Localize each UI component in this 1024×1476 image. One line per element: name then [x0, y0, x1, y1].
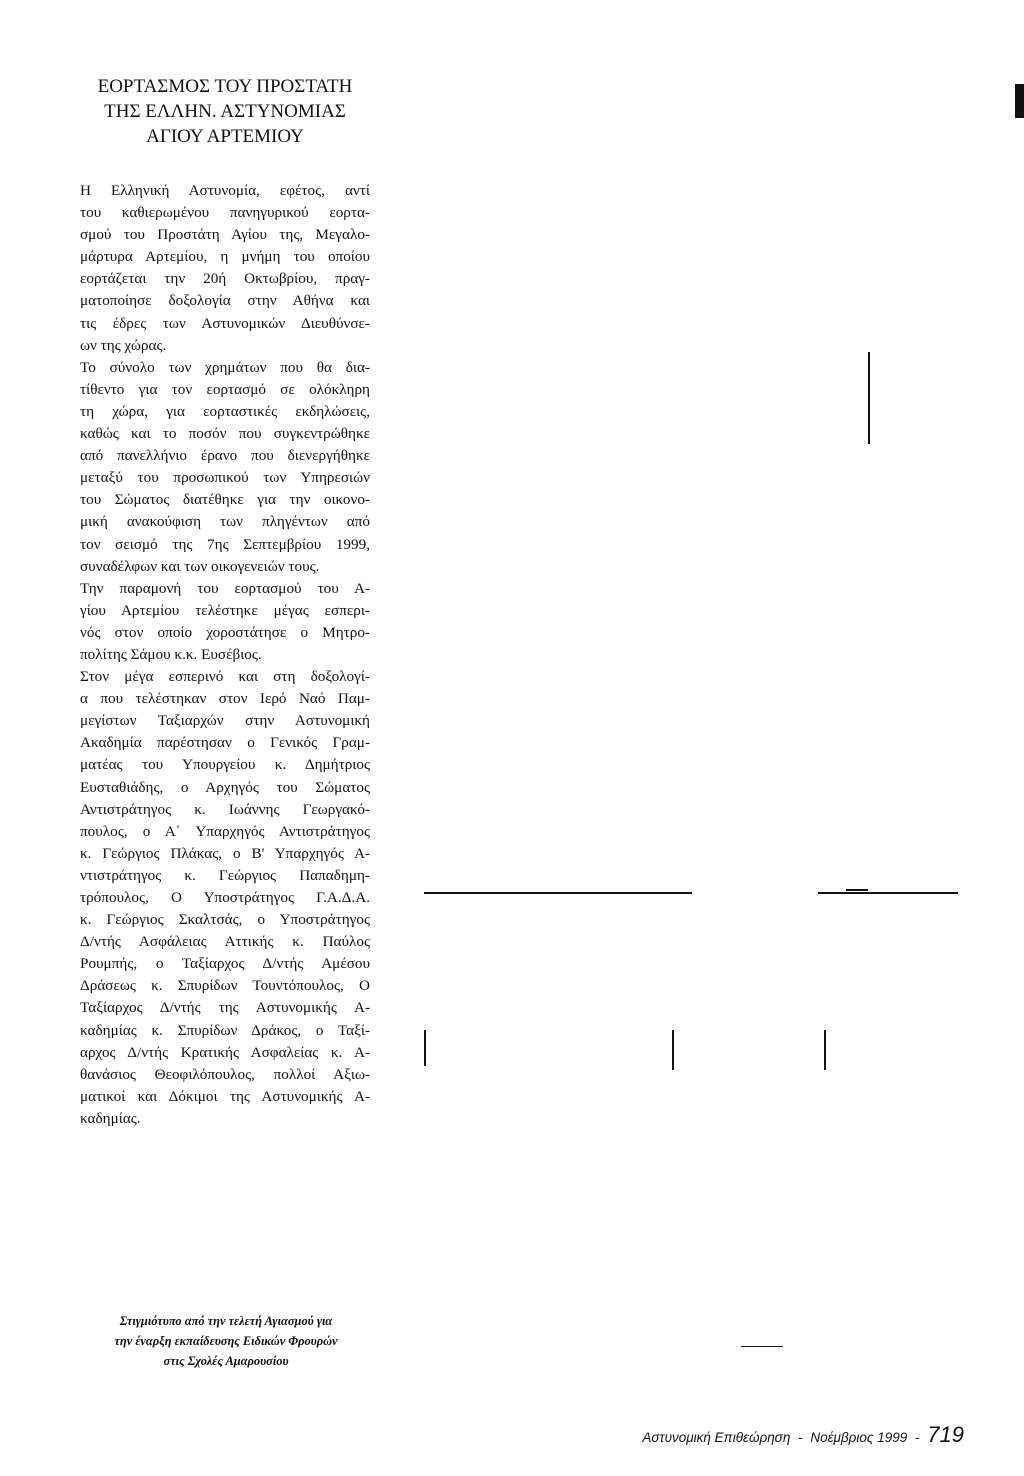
- body-line: θανάσιος Θεοφιλόπουλος, πολλοί Αξιω-: [80, 1065, 370, 1083]
- article-body: [80, 180, 370, 1130]
- body-line: ματέας του Υπουργείου κ. Δημήτριος: [80, 756, 370, 774]
- body-line: ματικοί και Δόκιμοι της Αστυνομικής Α-: [80, 1087, 370, 1105]
- body-line: εορτάζεται την 20ή Οκτωβρίου, πραγ-: [80, 270, 370, 288]
- body-line: τίθεντο για τον εορτασμό σε ολόκληρη: [80, 380, 370, 398]
- scan-mark: [672, 1030, 674, 1070]
- page-footer: [642, 1422, 964, 1448]
- scan-mark: [1015, 84, 1024, 118]
- title-line: ΤΗΣ ΕΛΛΗΝ. ΑΣΤΥΝΟΜΙΑΣ: [104, 101, 346, 122]
- body-line: του καθιερωμένου πανηγυρικού εορτα-: [80, 204, 370, 222]
- body-line: μεταξύ του προσωπικού των Υπηρεσιών: [80, 469, 370, 487]
- body-line: Ακαδημία παρέστησαν ο Γενικός Γραμ-: [80, 734, 370, 752]
- scan-mark: [846, 889, 868, 891]
- title-line: ΑΓΙΟΥ ΑΡΤΕΜΙΟΥ: [146, 126, 304, 147]
- body-line: γίου Αρτεμίου τελέστηκε μέγας εσπερι-: [80, 601, 370, 619]
- body-line: πολίτης Σάμου κ.κ. Ευσέβιος.: [80, 645, 262, 663]
- body-line: νός στον οποίο χοροστάτησε ο Μητρο-: [80, 623, 370, 641]
- body-line: Την παραμονή του εορτασμού του Α-: [80, 579, 370, 597]
- body-line: σμού του Προστάτη Αγίου της, Μεγαλο-: [80, 226, 370, 244]
- body-line: από πανελλήνιο έρανο που διενεργήθηκε: [80, 447, 370, 465]
- body-line: ων της χώρας.: [80, 336, 167, 354]
- body-line: τις έδρες των Αστυνομικών Διευθύνσε-: [80, 314, 370, 332]
- caption-line: Στιγμιότυπο από την τελετή Αγιασμού για: [119, 1314, 333, 1328]
- body-line: καδημίας.: [80, 1109, 141, 1127]
- body-line: Ευσταθιάδης, ο Αρχηγός του Σώματος: [80, 778, 370, 796]
- body-line: κ. Γεώργιος Πλάκας, ο Β' Υπαρχηγός Α-: [80, 844, 370, 862]
- body-line: τρόπουλος, Ο Υποστράτηγος Γ.Α.Δ.Α.: [80, 889, 370, 906]
- body-line: τη χώρα, για εορταστικές εκδηλώσεις,: [80, 402, 370, 420]
- body-line: Στον μέγα εσπερινό και στη δοξολογί-: [80, 668, 370, 686]
- page-number: 719: [927, 1422, 964, 1447]
- body-line: Δ/ντής Ασφάλειας Αττικής κ. Παύλος: [80, 933, 370, 951]
- issue-date: Νοέμβριος 1999: [810, 1430, 908, 1445]
- body-line: α που τελέστηκαν στον Ιερό Ναό Παμ-: [80, 690, 370, 708]
- caption-line: στις Σχολές Αμαρουσίου: [163, 1354, 289, 1368]
- body-line: καθώς και το ποσόν που συγκεντρώθηκε: [80, 425, 370, 443]
- body-line: του Σώματος διατέθηκε για την οικονο-: [80, 491, 370, 509]
- body-line: καδημίας κ. Σπυρίδων Δράκος, ο Ταξί-: [80, 1021, 370, 1039]
- body-line: μάρτυρα Αρτεμίου, η μνήμη του οποίου: [80, 248, 370, 266]
- footer-separator: -: [798, 1430, 803, 1445]
- body-line: συναδέλφων και των οικογενειών τους.: [80, 557, 320, 575]
- scan-mark: [818, 892, 958, 894]
- body-line: ντιστράτηγος κ. Γεώργιος Παπαδημη-: [80, 866, 370, 884]
- scan-mark: [424, 1030, 426, 1066]
- body-line: Ταξίαρχος Δ/ντής της Αστυνομικής Α-: [80, 999, 370, 1017]
- body-line: Η Ελληνική Αστυνομία, εφέτος, αντί: [80, 182, 370, 199]
- body-line: κ. Γεώργιος Σκαλτσάς, ο Υποστράτηγος: [80, 911, 370, 929]
- journal-name: Αστυνομική Επιθεώρηση: [642, 1430, 791, 1445]
- body-line: αρχος Δ/ντής Κρατικής Ασφαλείας κ. Α-: [80, 1043, 370, 1061]
- body-line: τον σεισμό της 7ης Σεπτεμβρίου 1999,: [80, 535, 370, 553]
- body-line: Αντιστράτηγος κ. Ιωάννης Γεωργακό-: [80, 800, 370, 818]
- scan-mark: [424, 892, 692, 894]
- footer-dash: -: [915, 1430, 920, 1445]
- body-line: πουλος, ο Α΄ Υπαρχηγός Αντιστράτηγος: [80, 822, 370, 840]
- article-title: [80, 74, 370, 149]
- caption-line: την έναρξη εκπαίδευσης Ειδικών Φρουρών: [114, 1334, 338, 1348]
- title-line: ΕΟΡΤΑΣΜΟΣ ΤΟΥ ΠΡΟΣΤΑΤΗ: [97, 76, 353, 97]
- photo-caption: [80, 1311, 372, 1371]
- scan-mark: [824, 1030, 826, 1070]
- body-line: Δράσεως κ. Σπυρίδων Τουντόπουλος, Ο: [80, 977, 370, 995]
- scan-mark: [868, 352, 870, 444]
- body-line: Ρουμπής, ο Ταξίαρχος Δ/ντής Αμέσου: [80, 955, 370, 973]
- scan-mark: [741, 1346, 783, 1347]
- body-line: μική ανακούφιση των πληγέντων από: [80, 513, 370, 531]
- body-line: Το σύνολο των χρημάτων που θα δια-: [80, 358, 370, 376]
- body-line: μεγίστων Ταξιαρχών στην Αστυνομική: [80, 712, 370, 730]
- body-line: ματοποίησε δοξολογία στην Αθήνα και: [80, 292, 370, 310]
